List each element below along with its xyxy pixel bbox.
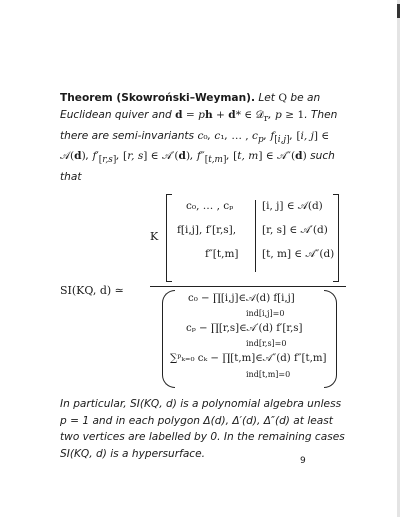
theorem-title: Theorem (Skowroński–Weyman). bbox=[60, 92, 255, 104]
index-cell: [t, m] ∈ 𝒜″(d) bbox=[262, 247, 335, 260]
page-number: 9 bbox=[300, 456, 306, 466]
index-cell: [i, j] ∈ 𝒜(d) bbox=[262, 199, 323, 212]
display-formula bbox=[60, 190, 350, 390]
fraction-line bbox=[150, 286, 346, 287]
relation-3: ∑ᵖₖ₌₀ cₖ − ∏[t,m]∈𝒜″(d) f″[t,m] bbox=[170, 352, 327, 364]
left-paren bbox=[162, 290, 175, 388]
left-bracket bbox=[166, 194, 172, 282]
remark-paragraph: In particular, SI(KQ, d) is a polynomial algebra unless p = 1 and in each polygon Δ(d), Δ′(d), Δ″(d) at least two vertices are labelled by 0. In the remaining cases SI(KQ, d) is a hypersurface. bbox=[60, 397, 345, 460]
theorem-statement: Theorem (Skowroński–Weyman). Let Q be an Euclidean quiver and d = ph + d* ∈ 𝒟$_r$, p ≥ 1. Then there are semi-invariants c₀, c₁, … , $c_p$, $f_{[i,j]}$, [i, j] ∈ 𝒜(d), $f'_{[r,s]}$, [r, s] ∈ 𝒜′(d), $f''_{[t,m]}$, [t, m] ∈ 𝒜″(d) such that bbox=[60, 92, 338, 184]
relation-1-condition: ind[i,j]=0 bbox=[246, 308, 285, 318]
relation-2: cₚ − ∏[r,s]∈𝒜′(d) f′[r,s] bbox=[186, 322, 303, 334]
index-cell: [r, s] ∈ 𝒜′(d) bbox=[262, 223, 328, 236]
generator-cell: f[i,j], f′[r,s], bbox=[177, 223, 237, 236]
formula-lhs: SI(KQ, d) ≃ bbox=[60, 283, 124, 297]
generator-cell: f″[t,m] bbox=[205, 247, 239, 260]
page-content bbox=[60, 90, 350, 463]
polynomial-ring-K: K bbox=[150, 229, 159, 243]
generator-cell: c₀, … , cₚ bbox=[186, 199, 234, 212]
right-bracket bbox=[333, 194, 339, 282]
relation-1: c₀ − ∏[i,j]∈𝒜(d) f[i,j] bbox=[188, 292, 295, 304]
fraction bbox=[150, 190, 350, 390]
right-paren bbox=[324, 290, 337, 388]
relation-3-condition: ind[t,m]=0 bbox=[246, 369, 291, 379]
relation-2-condition: ind[r,s]=0 bbox=[246, 338, 287, 348]
separator-bar bbox=[255, 200, 256, 272]
